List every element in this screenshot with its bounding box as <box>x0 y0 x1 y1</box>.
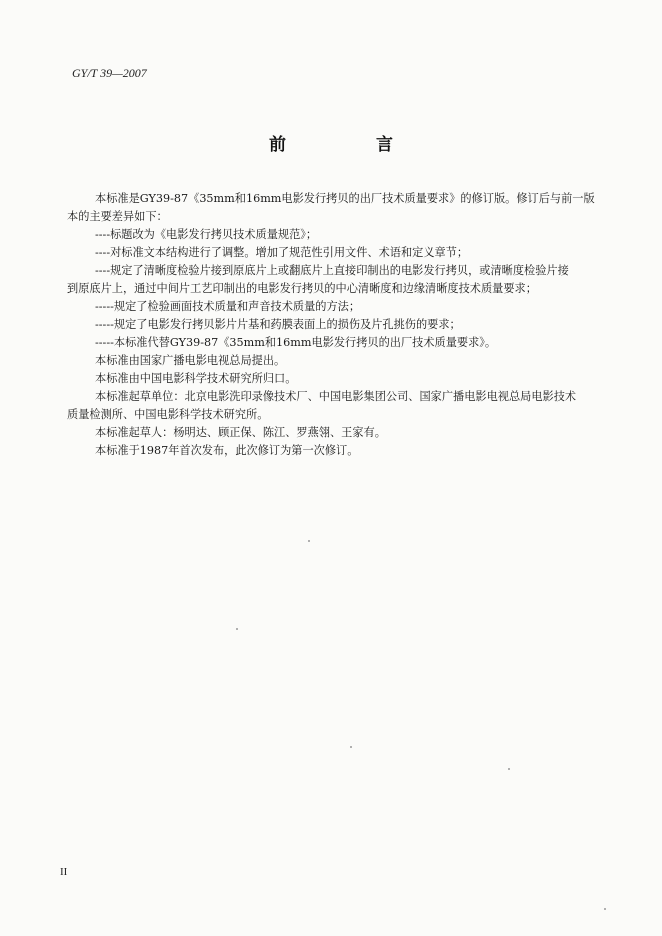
paragraph-line: 到原底片上，通过中间片工艺印制出的电影发行拷贝的中心清晰度和边缘清晰度技术质量要求； <box>67 282 537 295</box>
scan-speck <box>308 540 310 542</box>
paragraph-line: 本的主要差异如下： <box>67 210 168 223</box>
paragraph-line: 本标准由国家广播电影电视总局提出。 <box>95 354 286 367</box>
page-number: II <box>60 866 68 878</box>
scan-speck <box>508 768 510 770</box>
paragraph-line: 本标准于1987年首次发布，此次修订为第一次修订。 <box>95 444 359 457</box>
paragraph-line: -----规定了检验画面技术质量和声音技术质量的方法； <box>95 300 361 313</box>
paragraph-line: -----本标准代替GY39-87《35mm和16mm电影发行拷贝的出厂技术质量要求》。 <box>95 336 497 349</box>
scan-speck <box>236 628 238 630</box>
foreword-body <box>67 190 595 460</box>
paragraph-line: 本标准起草人：杨明达、顾正保、陈江、罗燕翎、王家有。 <box>95 426 386 439</box>
standard-code: GY/T 39—2007 <box>72 66 147 80</box>
scan-speck <box>350 746 352 748</box>
paragraph-line: ----对标准文本结构进行了调整。增加了规范性引用文件、术语和定义章节； <box>95 246 469 259</box>
paragraph-line: -----规定了电影发行拷贝影片片基和药膜表面上的损伤及片孔挑伤的要求； <box>95 318 461 331</box>
scan-speck <box>604 908 606 910</box>
page-title: 前 言 <box>269 135 435 155</box>
paragraph-line: 质量检测所、中国电影科学技术研究所。 <box>67 408 269 421</box>
paragraph-line: ----规定了清晰度检验片接到原底片上或翻底片上直接印制出的电影发行拷贝，或清晰度检验片接 <box>95 264 569 277</box>
paragraph-line: 本标准起草单位：北京电影洗印录像技术厂、中国电影集团公司、国家广播电影电视总局电影技术 <box>95 390 577 403</box>
paragraph-line: 本标准是GY39-87《35mm和16mm电影发行拷贝的出厂技术质量要求》的修订版。修订后与前一版 <box>95 192 595 205</box>
paragraph-line: ----标题改为《电影发行拷贝技术质量规范》； <box>95 228 318 241</box>
paragraph-line: 本标准由中国电影科学技术研究所归口。 <box>95 372 297 385</box>
